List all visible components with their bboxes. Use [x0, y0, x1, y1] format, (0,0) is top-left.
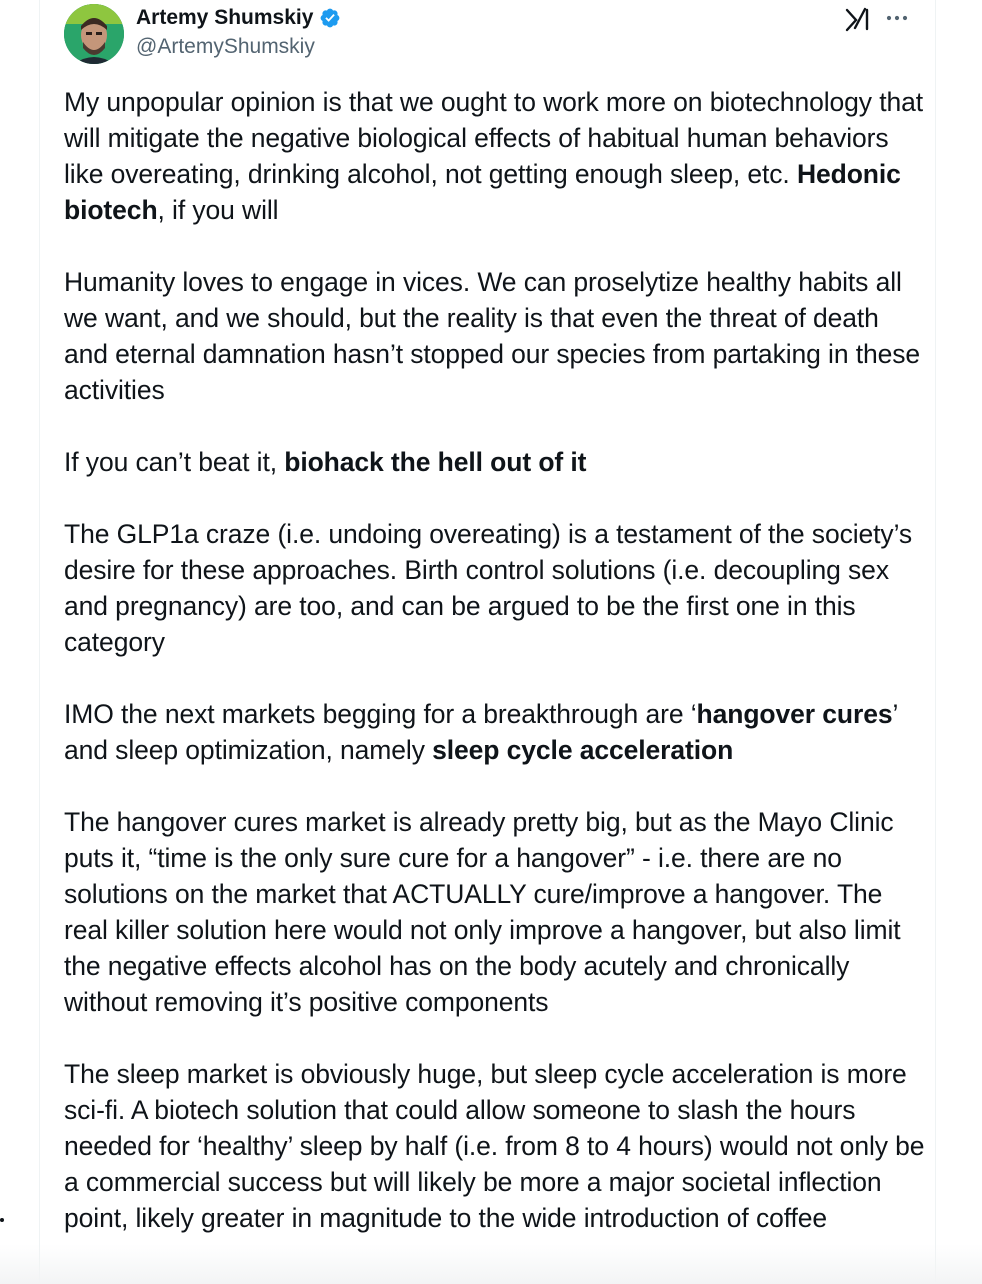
- tweet-text: [64, 84, 926, 1272]
- text-segment: IMO the next markets begging for a breakthrough are ‘: [64, 699, 697, 729]
- bold-text: hangover cures: [696, 699, 893, 729]
- bold-text: biohack the hell out of it: [284, 447, 587, 477]
- text-segment: My unpopular opinion is that we ought to work more on biotechnology that will mitigate the negative biological effects of habitual human behaviors like overeating, drinking alcohol, not getting enough sleep, etc.: [64, 87, 923, 189]
- tweet-paragraph-5: [64, 696, 926, 768]
- edge-dot: [0, 1218, 4, 1222]
- author-name-row[interactable]: [136, 4, 341, 32]
- tweet-paragraph-3: [64, 444, 926, 480]
- tweet-paragraph-7: The sleep market is obviously huge, but sleep cycle acceleration is more sci-fi. A biotech solution that could allow someone to slash the hours needed for ‘healthy’ sleep by half (i.e. from 8 to 4 hours) would not only be a commercial success but will likely be more a major societal inflection point, likely greater in magnitude to the wide introduction of coffee: [64, 1059, 925, 1233]
- bold-text: sleep cycle acceleration: [432, 735, 734, 765]
- author-name[interactable]: Artemy Shumskiy: [136, 6, 314, 29]
- avatar[interactable]: [64, 4, 124, 64]
- tweet-paragraph-1: [64, 84, 926, 228]
- author-handle[interactable]: @ArtemyShumskiy: [136, 35, 315, 58]
- bold-text: Hedonic biotech: [64, 159, 901, 225]
- more-options-icon[interactable]: [884, 8, 910, 28]
- text-segment: If you can’t beat it,: [64, 447, 285, 477]
- tweet-paragraph-4: The GLP1a craze (i.e. undoing overeating) is a testament of the society’s desire for these approaches. Birth control solutions (i.e. decoupling sex and pregnancy) are too, and can be argued to be the first one in this category: [64, 519, 913, 657]
- text-segment: , if you will: [157, 195, 279, 225]
- verified-badge-icon: [319, 7, 341, 29]
- tweet-paragraph-2: Humanity loves to engage in vices. We can proselytize healthy habits all we want, and we should, but the reality is that even the threat of death and eternal damnation hasn’t stopped our species from partaking in these activities: [64, 267, 921, 405]
- text-segment: ’ and sleep optimization, namely: [64, 699, 898, 765]
- grok-icon[interactable]: [844, 6, 870, 32]
- bottom-fade: [0, 1244, 982, 1284]
- tweet-paragraph-6: The hangover cures market is already pretty big, but as the Mayo Clinic puts it, “time is the only sure cure for a hangover” - i.e. there are no solutions on the market that ACTUALLY cure/improve a hangover. The real killer solution here would not only improve a hangover, but also limit the negative effects alcohol has on the body acutely and chronically without removing it’s positive components: [64, 807, 901, 1017]
